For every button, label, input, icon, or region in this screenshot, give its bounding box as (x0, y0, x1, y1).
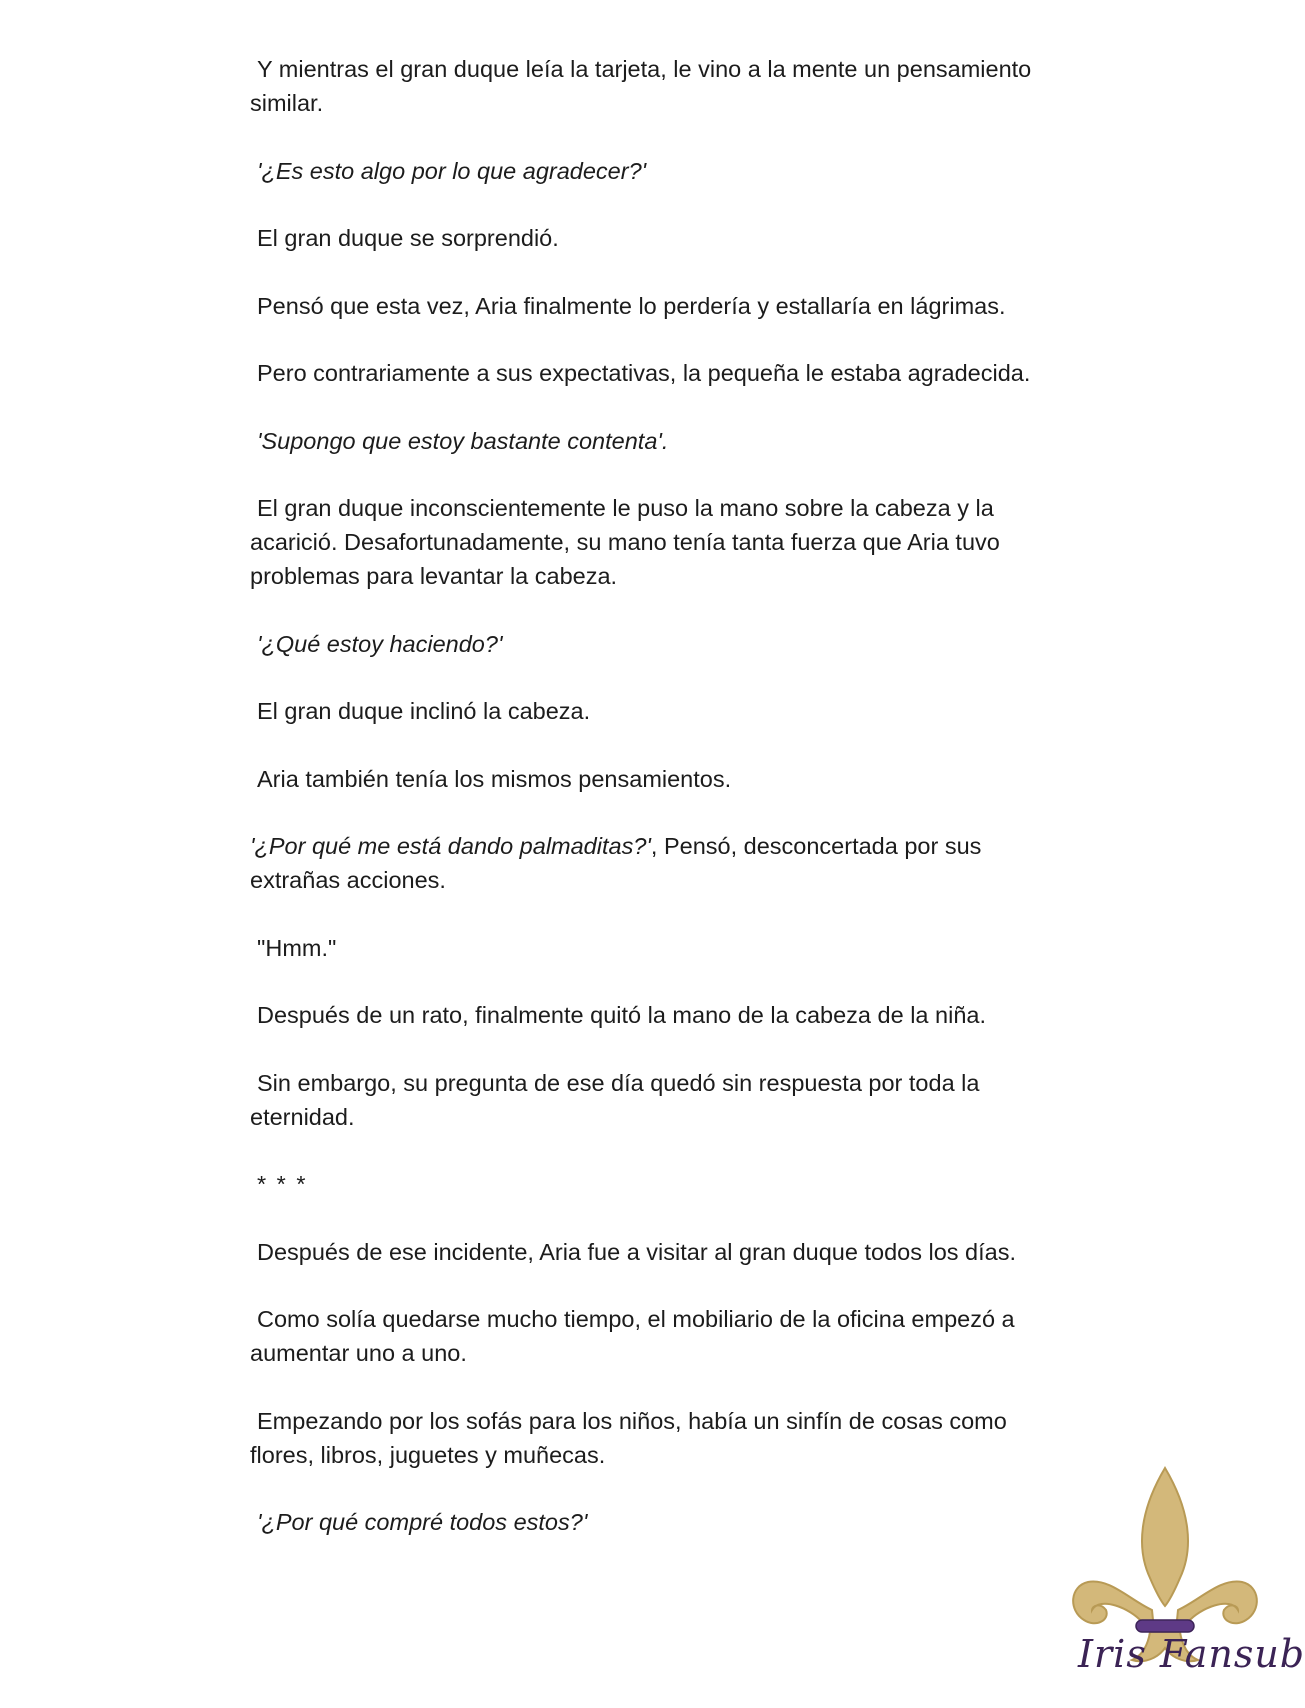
paragraph (250, 1505, 1040, 1539)
paragraph (250, 1235, 1040, 1269)
paragraph (250, 931, 1040, 965)
paragraph (250, 52, 1040, 120)
paragraph (250, 762, 1040, 796)
paragraph (250, 998, 1040, 1032)
paragraph-text: Aria también tenía los mismos pensamientos. (257, 765, 732, 792)
paragraph (250, 1404, 1040, 1472)
paragraph-text: El gran duque inconscientemente le puso la mano sobre la cabeza y la acarició. Desafortunadamente, su mano tenía tanta fuerza que Aria tuvo problemas para levantar la cabeza. (250, 495, 1000, 589)
section-separator (250, 1167, 1040, 1201)
paragraph (250, 694, 1040, 728)
paragraph (250, 154, 1040, 188)
paragraph (250, 424, 1040, 458)
paragraph-text: Pero contrariamente a sus expectativas, la pequeña le estaba agradecida. (257, 360, 1031, 386)
paragraph-text: "Hmm." (257, 934, 337, 961)
paragraph (250, 491, 1040, 593)
paragraph-text: 'Supongo que estoy bastante contenta'. (257, 427, 669, 454)
paragraph-text: * * * (257, 1171, 308, 1197)
paragraph (250, 829, 1040, 897)
paragraph-text: Después de ese incidente, Aria fue a visitar al gran duque todos los días. (257, 1238, 1016, 1265)
watermark-text: Iris Fansub (1078, 1632, 1305, 1676)
paragraph (250, 1302, 1040, 1370)
paragraph-text: Y mientras el gran duque leía la tarjeta, le vino a la mente un pensamiento similar. (250, 56, 1032, 116)
paragraph-text: '¿Qué estoy haciendo?' (257, 630, 503, 657)
paragraph (250, 1066, 1040, 1134)
paragraph-text: Sin embargo, su pregunta de ese día quedó sin respuesta por toda la eternidad. (250, 1069, 980, 1130)
paragraph-text: Empezando por los sofás para los niños, había un sinfín de cosas como flores, libros, juguetes y muñecas. (250, 1407, 1007, 1468)
paragraph-text: Pensó que esta vez, Aria finalmente lo perdería y estallaría en lágrimas. (257, 292, 1006, 319)
paragraph-text: Después de un rato, finalmente quitó la mano de la cabeza de la niña. (257, 1002, 986, 1028)
paragraph-text: '¿Es esto algo por lo que agradecer?' (257, 157, 647, 184)
paragraph-italic-text: '¿Por qué me está dando palmaditas?' (250, 833, 651, 859)
paragraph (250, 627, 1040, 661)
paragraph (250, 221, 1040, 255)
paragraph-text: El gran duque se sorprendió. (257, 225, 559, 251)
paragraph (250, 356, 1040, 390)
paragraph-text: '¿Por qué compré todos estos?' (257, 1509, 588, 1535)
paragraph-text: Como solía quedarse mucho tiempo, el mobiliario de la oficina empezó a aumentar uno a uno. (250, 1306, 1015, 1366)
paragraph (250, 289, 1040, 323)
document-body (250, 52, 1040, 1573)
paragraph-text: , Pensó, desconcertada por sus extrañas acciones. (250, 833, 982, 893)
paragraph-text: El gran duque inclinó la cabeza. (257, 698, 591, 724)
